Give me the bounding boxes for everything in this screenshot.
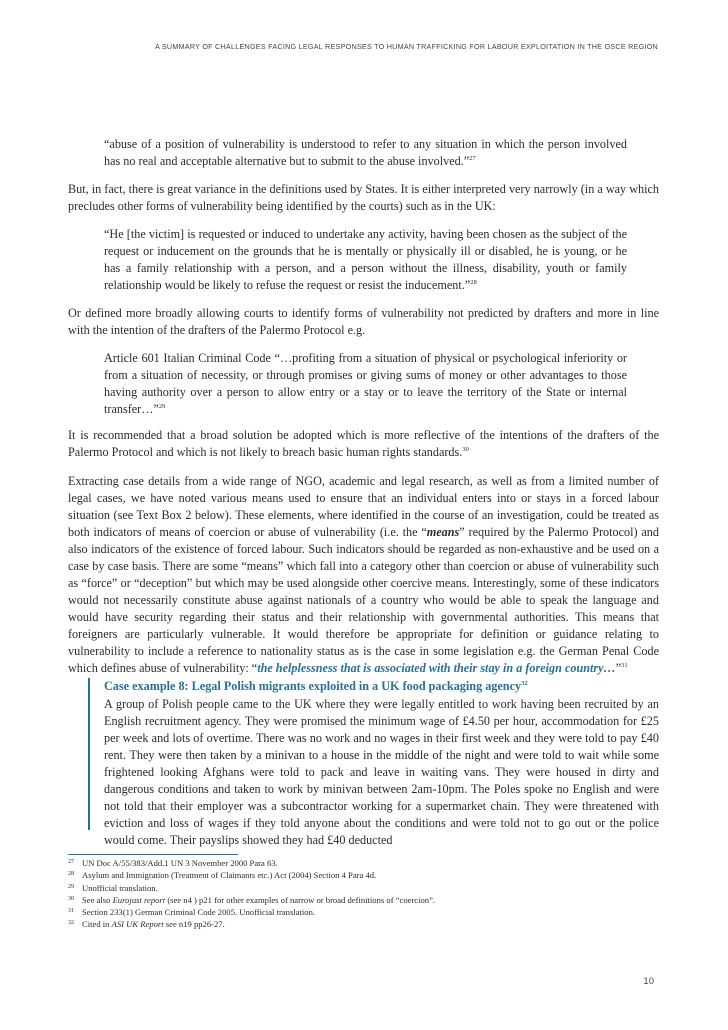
footnote-text-part: See also xyxy=(82,894,113,905)
footnote-text xyxy=(82,894,435,906)
footnote-number: 29 xyxy=(68,883,74,890)
case-example-title xyxy=(104,678,659,695)
paragraph-recommendation xyxy=(68,427,659,461)
footnote-text: Asylum and Immigration (Treatment of Claimants etc.) Act (2004) Section 4 Para 4d. xyxy=(82,870,377,881)
quote-text: “abuse of a position of vulnerability is understood to refer to any situation in which the person involved has no real and acceptable alternative but to submit to the abuse involved.” xyxy=(104,137,627,168)
footnote-text-part: Cited in xyxy=(82,919,112,930)
footnote-italic-title: ASI UK Report xyxy=(111,919,164,930)
quote-italian-code xyxy=(104,350,627,418)
footnote-item xyxy=(68,894,658,906)
footnote-ref[interactable]: 27 xyxy=(469,154,476,162)
footnote-text: Unofficial translation. xyxy=(82,882,158,893)
paragraph-text: Or defined more broadly allowing courts to identify forms of vulnerability not predicted by drafters and more in line with the intention of the drafters of the Palermo Protocol e.g. xyxy=(68,306,659,337)
emphasis-quote: the helplessness that is associated with their stay in a foreign country… xyxy=(257,661,616,675)
running-header: A SUMMARY OF CHALLENGES FACING LEGAL RESPONSES TO HUMAN TRAFFICKING FOR LABOUR EXPLOITATION IN THE OSCE REGION xyxy=(154,42,658,51)
case-title-text: Case example 8: Legal Polish migrants exploited in a UK food packaging agency xyxy=(104,679,522,693)
paragraph-text: It is recommended that a broad solution be adopted which is more reflective of the intentions of the drafters of the Palermo Protocol and which is not likely to breach basic human rights standards. xyxy=(68,428,659,459)
quote-uk-definition xyxy=(104,226,627,294)
footnote-text: UN Doc A/55/383/Add.1 UN 3 November 2000 Para 63. xyxy=(82,858,278,868)
footnotes xyxy=(68,857,658,931)
quote-text: “He [the victim] is requested or induced to undertake any activity, having been chosen as the subject of the request or inducement on the grounds that he is mentally or physically ill or disabled, he is young, or he has a family relationship with a person, and a person without the illness, disability, youth or family relationship would be likely to refuse the request or resist the inducement.” xyxy=(104,227,627,292)
footnote-ref[interactable]: 31 xyxy=(621,661,628,669)
footnote-italic-title: Eurojust report xyxy=(112,894,166,905)
footnote-item xyxy=(68,918,658,930)
paragraph-broad-definition xyxy=(68,305,659,339)
footnote-number: 27 xyxy=(68,859,74,865)
paragraph-text: ” xyxy=(615,661,622,675)
footnote-number: 31 xyxy=(68,908,74,915)
paragraph-text: Extracting case details from a wide range of NGO, academic and legal research, as well as from a limited number of legal cases, we have noted various means used to ensure that an individual enters into or stays in a forced labour situation (see Text Box 2 below). These elements, where identified in the course of an investigation, could be treated as both indicators of means of coercion or abuse of vulnerability (i.e. the “ xyxy=(68,474,659,539)
footnote-text: Section 233(1) German Criminal Code 2005. Unofficial translation. xyxy=(82,907,316,918)
quote-text: Article 601 Italian Criminal Code “…profiting from a situation of physical or psychological inferiority or from a situation of necessity, or through promises or giving sums of money or other advantages to those having authority over a person to allow entry or a stay or to leave the territory of the State or internal transfer…” xyxy=(104,351,627,416)
paragraph-variance xyxy=(68,181,659,215)
footnote-text-part: (see n4 ) p21 for other examples of narrow or broad definitions of “coercion”. xyxy=(165,894,436,905)
footnote-ref[interactable]: 32 xyxy=(521,679,528,687)
footnote-text-part: see n19 pp26-27. xyxy=(163,919,225,930)
case-example-body: A group of Polish people came to the UK where they were legally entitled to work having been recruited by an English recruitment agency. They were promised the minimum wage of £4.50 per hour, accommodation for £25 per week and lots of overtime. There was no work and no wages in their first week and they were told to pay £40 rent. They were then taken by a minivan to a house in the middle of the night and were told to wait while some frightened looking Afghans were told to pack and leave in waiting vans. They were housed in dirty and dangerous conditions and taken to work by minivan between 2am-10pm. The Poles spoke no English and were not told that their employer was a subcontractor working for a supermarket chain. They were threatened with eviction and loss of wages if they told anyone about the conditions and were told not to go out or the police would come. Their payslips showed they had £40 deducted xyxy=(104,697,659,847)
paragraph-indicators xyxy=(68,473,659,677)
emphasis-means: means xyxy=(426,525,460,539)
footnote-item xyxy=(68,857,658,869)
footnote-item xyxy=(68,906,658,918)
footnote-number: 30 xyxy=(68,895,74,902)
footnote-item xyxy=(68,869,658,881)
footnote-ref[interactable]: 29 xyxy=(158,402,166,410)
footnote-number: 32 xyxy=(68,920,74,927)
page-number: 10 xyxy=(643,976,654,987)
footnote-item xyxy=(68,882,658,894)
footnote-number: 28 xyxy=(68,871,74,878)
footnote-divider xyxy=(68,854,238,855)
quote-vulnerability-definition xyxy=(104,136,627,170)
footnote-ref[interactable]: 30 xyxy=(462,445,469,453)
paragraph-text: ” required by the Palermo Protocol) and also indicators of the existence of forced labour. Such indicators should be regarded as non-exhaustive and be used on a case by case basis. There are some “means” which fall into a category other than coercion or abuse of vulnerability such as “force” or “deception” but which may be used alongside other coercive means. Interestingly, some of these indicators would not necessarily constitute abuse against nationals of a country who would be able to speak the language and would have security regarding their status and their relationship with governmental authorities. This means that foreigners are particularly vulnerable. It would therefore be appropriate for definition or guidance relating to vulnerability to include a reference to nationality status as is the case in some legislation e.g. the German Penal Code which defines abuse of vulnerability: “ xyxy=(68,525,659,675)
footnote-ref[interactable]: 28 xyxy=(470,278,477,286)
case-example-box xyxy=(88,678,659,847)
footnote-text xyxy=(82,918,225,930)
paragraph-text: But, in fact, there is great variance in the definitions used by States. It is either interpreted very narrowly (in a way which precludes other forms of vulnerability being identified by the courts) such as in the UK: xyxy=(68,182,659,213)
